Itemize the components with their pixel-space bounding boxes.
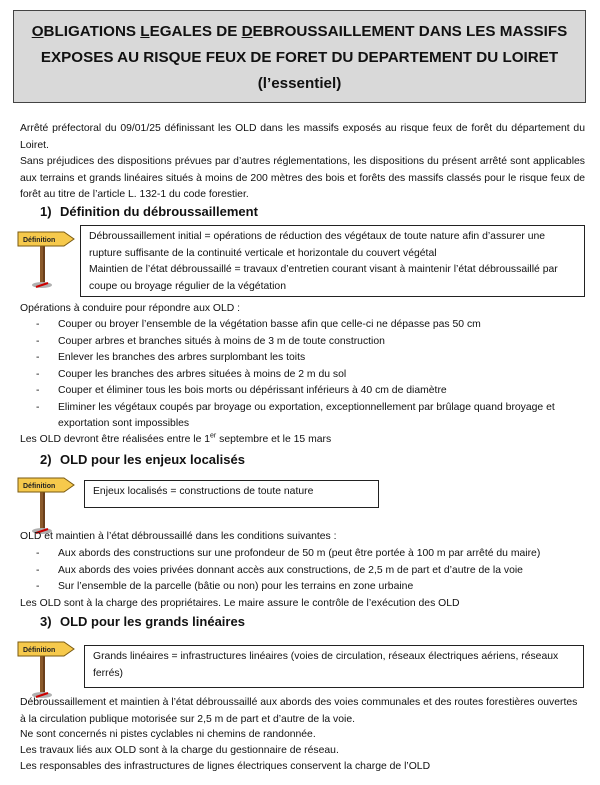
definition-sign-icon	[16, 636, 78, 700]
document-title	[13, 10, 586, 103]
section-2-heading: 2) OLD pour les enjeux localisés	[40, 452, 245, 467]
title-line-1: OBLIGATIONS LEGALES DE DEBROUSSAILLEMENT DANS LES MASSIFS	[31, 23, 568, 40]
linear-text-2: Ne sont concernés ni pistes cyclables ni chemins de randonnée.	[20, 729, 316, 740]
list-item: - Couper les branches des arbres situées à moins de 2 m du sol	[36, 367, 584, 384]
section-2-definition-box	[84, 480, 379, 508]
charge-text: Les OLD sont à la charge des propriétaires. Le maire assure le contrôle de l’exécution des OLD	[20, 598, 460, 609]
section-1-heading: 1) Définition du débroussaillement	[40, 204, 258, 219]
title-line-3: (l’essentiel)	[257, 75, 342, 92]
section-3-heading: 3) OLD pour les grands linéaires	[40, 614, 245, 629]
intro-paragraph-2: Sans préjudices des dispositions prévues par d’autres réglementations, les dispositions du présent arrêté sont applicables aux terrains et grands linéaires situés à moins de 200 mètres des bois et forêts des massifs classés pour le risque feux de forêt au titre de l’article L. 132-1 du code forestier.	[20, 156, 585, 200]
intro-paragraph-1: Arrêté préfectoral du 09/01/25 définissant les OLD dans les massifs exposés au risque feux de forêt du département du Loiret.	[20, 123, 585, 151]
svg-text:Définition: Définition	[23, 647, 56, 654]
section-3-definition-box	[84, 645, 584, 688]
list-item: - Couper et éliminer tous les bois morts ou dépérissant inférieurs à 40 cm de diamètre	[36, 383, 584, 400]
linear-text-1: Débroussaillement et maintien à l’état débroussaillé aux abords des voies communales et des routes forestières ouvertes à la circulation publique motorisée sur 2,5 m de part et d’autre de la voie.	[20, 697, 578, 725]
list-item: - Aux abords des voies privées donnant accès aux constructions, de 2,5 m de part et d’autre de la voie	[36, 563, 584, 580]
list-item: - Sur l’ensemble de la parcelle (bâtie ou non) pour les terrains en zone urbaine	[36, 579, 584, 596]
definition-sign-icon	[16, 472, 78, 536]
list-item: - Aux abords des constructions sur une profondeur de 50 m (peut être portée à 100 m par arrêté du maire)	[36, 546, 584, 563]
svg-text:Définition: Définition	[23, 483, 56, 490]
period-text: Les OLD devront être réalisées entre le 1er septembre et le 15 mars	[20, 432, 332, 445]
conditions-list	[36, 546, 584, 596]
title-line-2: EXPOSES AU RISQUE FEUX DE FORET DU DEPARTEMENT DU LOIRET	[40, 49, 559, 66]
definition-localized-stakes: Enjeux localisés = constructions de toute nature	[93, 486, 314, 497]
definition-sign-icon	[16, 226, 78, 290]
operations-list	[36, 317, 584, 433]
list-item: - Couper arbres et branches situés à moins de 3 m de toute construction	[36, 334, 584, 351]
linear-text-3: Les travaux liés aux OLD sont à la charge du gestionnaire de réseau.	[20, 745, 339, 756]
conditions-intro: OLD et maintien à l’état débroussaillé dans les conditions suivantes :	[20, 531, 337, 542]
definition-large-linear: Grands linéaires = infrastructures linéaires (voies de circulation, réseaux électriques aériens, réseaux ferrés)	[93, 651, 559, 679]
svg-text:Définition: Définition	[23, 237, 56, 244]
linear-text-4: Les responsables des infrastructures de lignes électriques conservent la charge de l’OLD	[20, 761, 431, 772]
list-item: - Couper ou broyer l’ensemble de la végétation basse afin que celle-ci ne dépasse pas 50 cm	[36, 317, 584, 334]
list-item: - Eliminer les végétaux coupés par broyage ou exportation, exceptionnellement par brûlage quand broyage et exportation sont impossibles	[36, 400, 584, 433]
definition-maintenance: Maintien de l’état débroussaillé = travaux d’entretien courant visant à maintenir l’état débroussaillé par coupe ou broyage régulier de la végétation	[89, 264, 558, 292]
definition-initial: Débroussaillement initial = opérations de réduction des végétaux de toute nature afin d’assurer une rupture suffisante de la continuité verticale et horizontale du couvert végétal	[89, 231, 546, 259]
list-item: - Enlever les branches des arbres surplombant les toits	[36, 350, 584, 367]
section-1-definition-box	[80, 225, 585, 297]
operations-intro: Opérations à conduire pour répondre aux OLD :	[20, 303, 241, 314]
